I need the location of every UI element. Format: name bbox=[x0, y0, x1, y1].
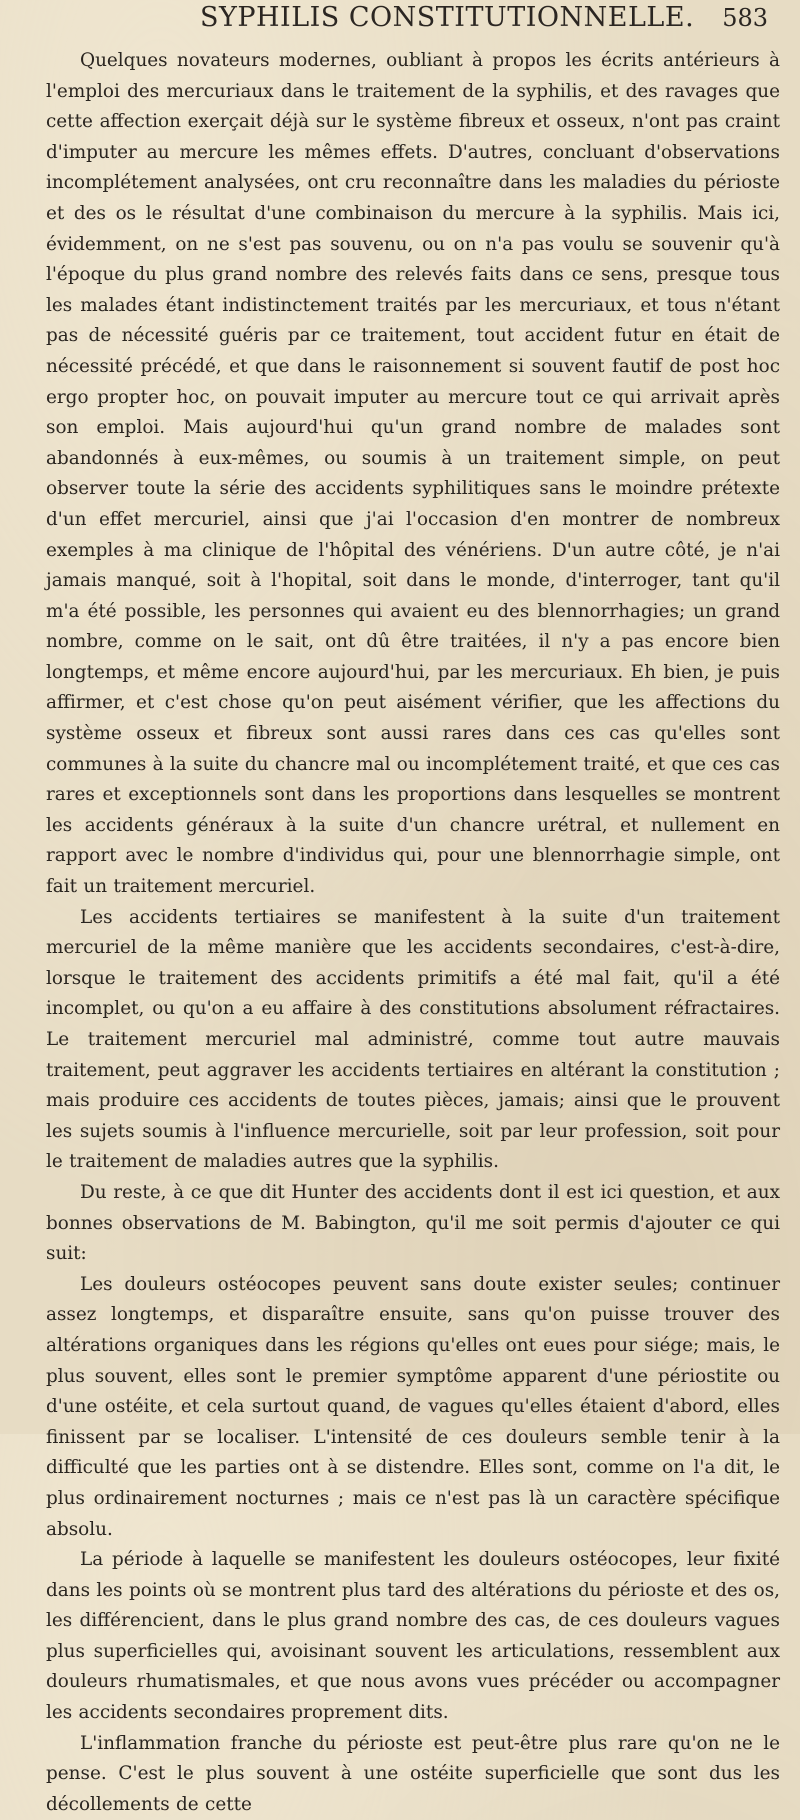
page-header bbox=[46, 2, 780, 46]
running-title: SYPHILIS CONSTITUTIONNELLE. bbox=[200, 2, 695, 33]
paragraph: Les douleurs ostéocopes peuvent sans doute exister seules; continuer assez longtemps, et disparaître ensuite, sans qu'on puisse trouver des altérations organiques dans les régions qu'elles ont eues pour siége; mais, le plus souvent, elles sont le premier symptôme apparent d'une périostite ou d'une ostéite, et cela surtout quand, de vagues qu'elles étaient d'abord, elles finissent par se localiser. L'intensité de ces douleurs semble tenir à la difficulté que les parties ont à se distendre. Elles sont, comme on l'a dit, le plus ordinairement nocturnes ; mais ce n'est pas là un caractère spécifique absolu. bbox=[46, 1273, 780, 1540]
paragraph: L'inflammation franche du périoste est peut-être plus rare qu'on ne le pense. C'est le plus souvent à une ostéite superficielle que sont dus les décollements de cette bbox=[46, 1732, 780, 1815]
paragraph: Quelques novateurs modernes, oubliant à propos les écrits antérieurs à l'emploi des mercuriaux dans le traitement de la syphilis, et des ravages que cette affection exerçait déjà sur le système fibreux et osseux, n'ont pas craint d'imputer au mercure les mêmes effets. D'autres, concluant d'observations incomplétement analysées, ont cru reconnaître dans les maladies du périoste et des os le résultat d'une combinaison du mercure à la syphilis. Mais ici, évidemment, on ne s'est pas souvenu, ou on n'a pas voulu se souvenir qu'à l'époque du plus grand nombre des relevés faits dans ce sens, presque tous les malades étant indistinctement traités par les mercuriaux, et tous n'étant pas de nécessité guéris par ce traitement, tout accident futur en était de nécessité précédé, et que dans le raisonnement si souvent fautif de post hoc ergo propter hoc, on pouvait imputer au mercure tout ce qui arrivait après son emploi. Mais aujourd'hui qu'un grand nombre de malades sont abandonnés à eux-mêmes, ou soumis à un traitement simple, on peut observer toute la série des accidents syphilitiques sans le moindre prétexte d'un effet mercuriel, ainsi que j'ai l'occasion d'en montrer de nombreux exemples à ma clinique de l'hôpital des vénériens. D'un autre côté, je n'ai jamais manqué, soit à l'hopital, soit dans le monde, d'interroger, tant qu'il m'a été possible, les personnes qui avaient eu des blennorrhagies; un grand nombre, comme on le sait, ont dû être traitées, il n'y a pas encore bien longtemps, et même encore aujourd'hui, par les mercuriaux. Eh bien, je puis affirmer, et c'est chose qu'on peut aisément vérifier, que les affections du système osseux et fibreux sont aussi rares dans ces cas qu'elles sont communes à la suite du chancre mal ou incomplétement traité, et que ces cas rares et exceptionnels sont dans les proportions dans lesquelles se montrent les accidents généraux à la suite d'un chancre urétral, et nullement en rapport avec le nombre d'individus qui, pour une blennorrhagie simple, ont fait un traitement mercuriel. bbox=[46, 50, 780, 898]
body-text bbox=[46, 46, 780, 1820]
paragraph: La période à laquelle se manifestent les douleurs ostéocopes, leur fixité dans les points où se montrent plus tard des altérations du périoste et des os, les différencient, dans le plus grand nombre des cas, de ces douleurs vagues plus superficielles qui, avoisinant souvent les articulations, ressemblent aux douleurs rhumatismales, et que nous avons vues précéder ou accompagner les accidents secondaires proprement dits. bbox=[46, 1549, 780, 1724]
paragraph: Du reste, à ce que dit Hunter des accidents dont il est ici question, et aux bonnes observations de M. Babington, qu'il me soit permis d'ajouter ce qui suit: bbox=[46, 1181, 780, 1265]
paragraph: Les accidents tertiaires se manifestent à la suite d'un traitement mercuriel de la même manière que les accidents secondaires, c'est-à-dire, lorsque le traitement des accidents primitifs a été mal fait, qu'il a été incomplet, ou qu'on a eu affaire à des constitutions absolument réfractaires. Le traitement mercuriel mal administré, comme tout autre mauvais traitement, peut aggraver les accidents tertiaires en altérant la constitution ; mais produire ces accidents de toutes pièces, jamais; ainsi que le prouvent les sujets soumis à l'influence mercurielle, soit par leur profession, soit pour le traitement de maladies autres que la syphilis. bbox=[46, 906, 780, 1173]
page-number: 583 bbox=[722, 4, 768, 32]
